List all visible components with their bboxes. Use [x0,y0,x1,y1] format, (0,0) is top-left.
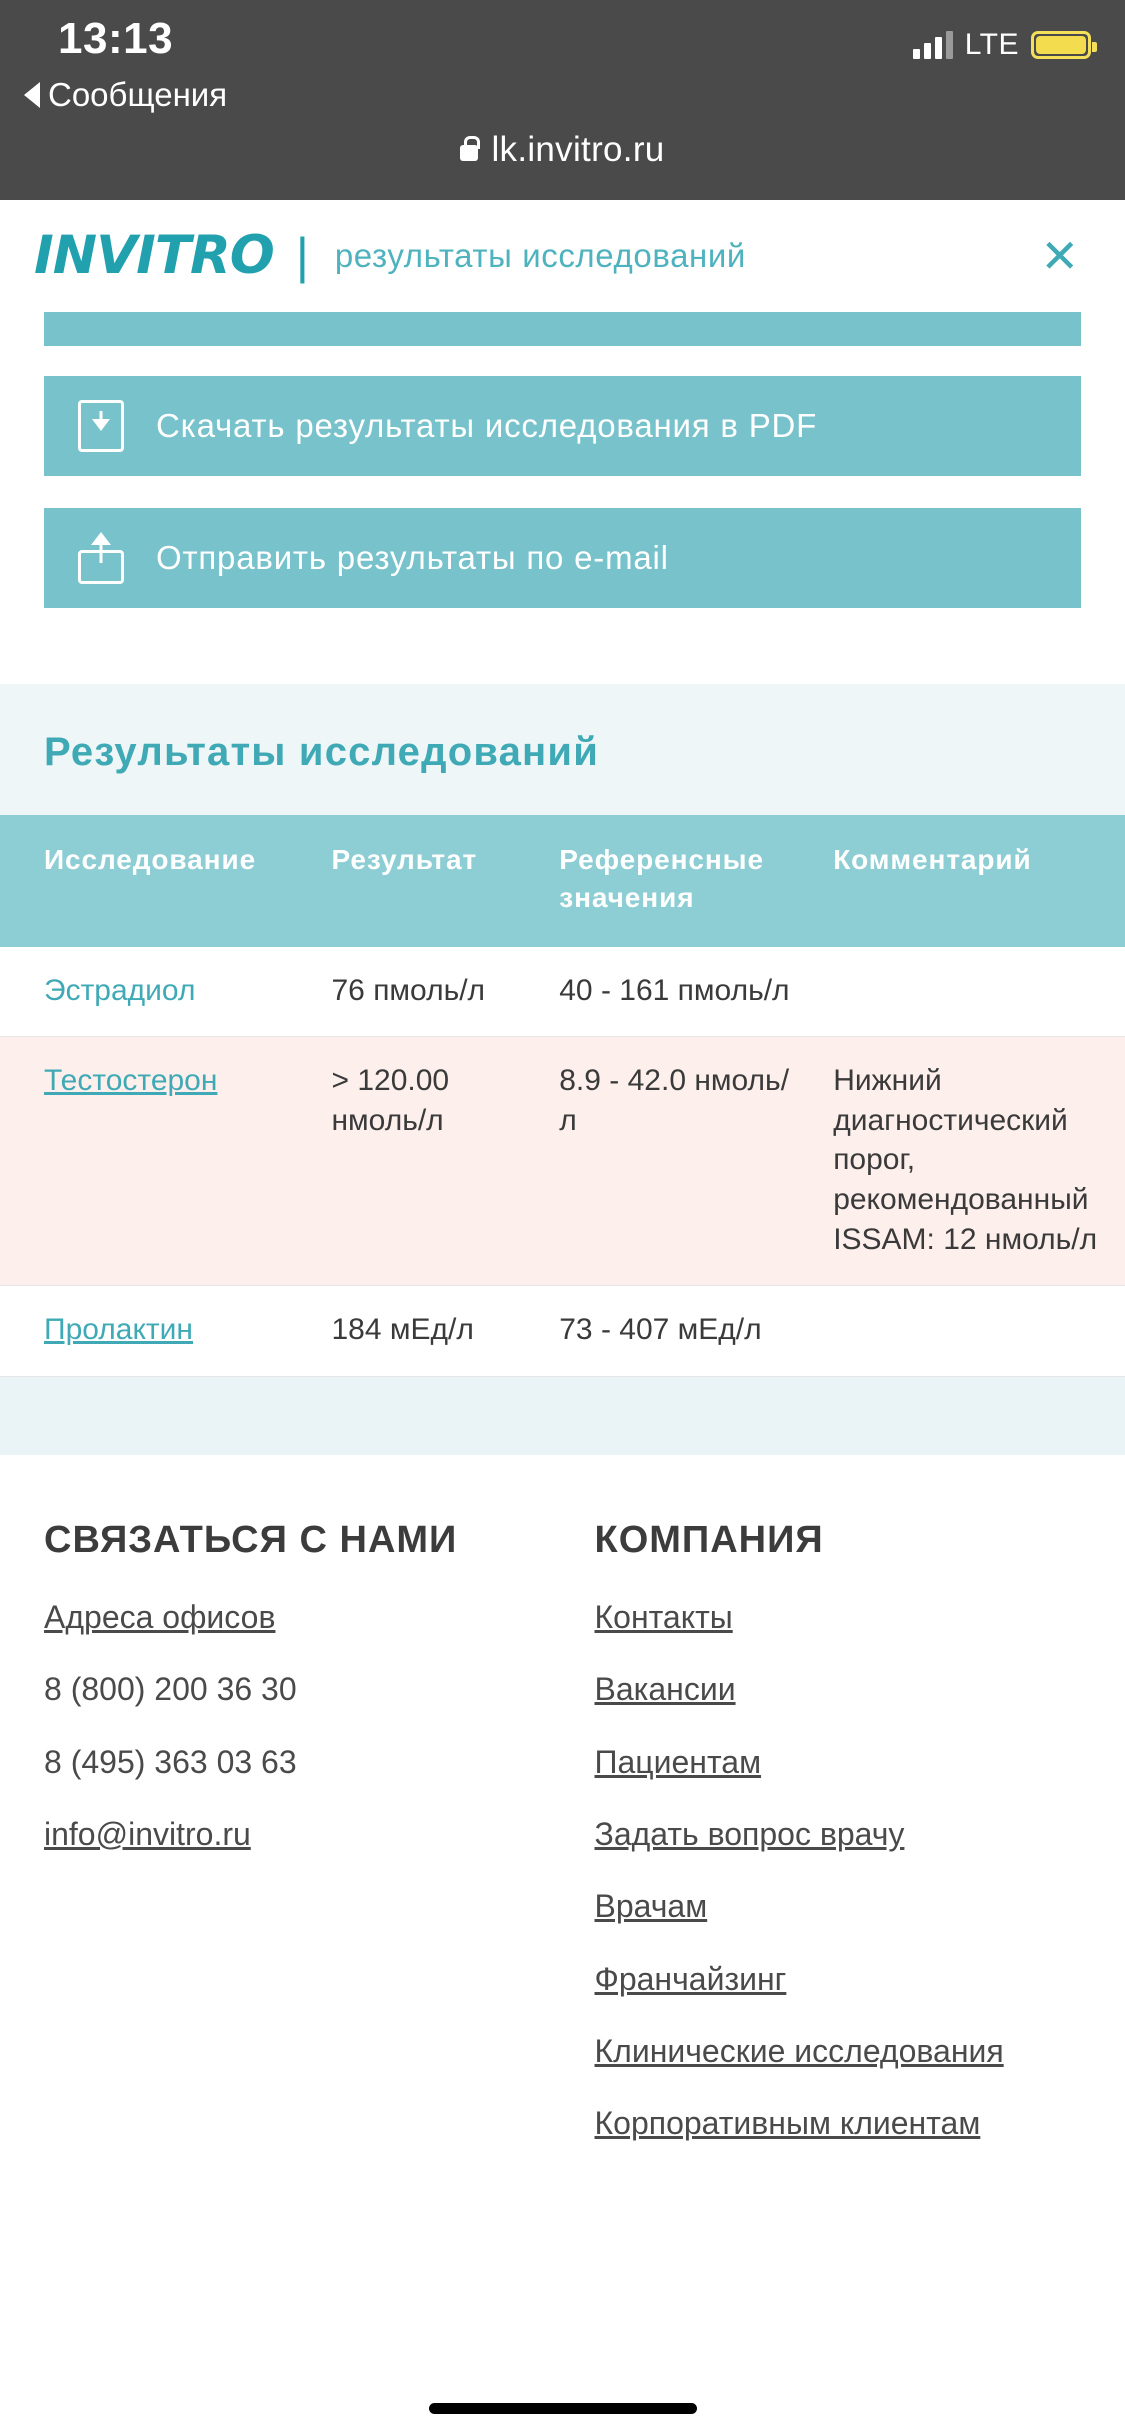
footer-heading-contact: СВЯЗАТЬСЯ С НАМИ [44,1518,458,1561]
home-indicator[interactable] [429,2403,697,2414]
footer-link-corporate-clients[interactable]: Корпоративным клиентам [594,2105,981,2142]
cell-study [0,947,315,1037]
download-pdf-button[interactable] [44,376,1081,476]
column-header-comment: Комментарий [817,815,1125,947]
results-section [0,684,1125,1377]
site-header [0,200,1125,312]
download-icon [78,400,124,452]
header-separator: | [295,227,309,284]
table-header-row [0,815,1125,947]
invitro-logo[interactable]: INVITRO [34,225,274,286]
back-label: Сообщения [48,76,228,113]
status-indicators [913,28,1091,62]
ios-status-bar [0,0,1125,124]
cell-study [0,1286,315,1377]
network-type-label: LTE [964,28,1019,61]
clipped-top-button[interactable] [44,312,1081,346]
signal-strength-icon [913,31,953,59]
cell-reference: 73 - 407 мЕд/л [543,1286,817,1377]
section-divider [0,1377,1125,1455]
browser-url-bar[interactable] [0,124,1125,200]
header-subtitle: результаты исследований [334,236,746,274]
download-pdf-label: Скачать результаты исследования в PDF [156,407,818,444]
cell-result: > 120.00 нмоль/л [315,1037,543,1286]
table-row [0,1286,1125,1377]
cell-reference: 8.9 - 42.0 нмоль/л [543,1037,817,1286]
footer-link-patients[interactable]: Пациентам [594,1743,762,1780]
column-header-result: Результат [315,815,543,947]
site-footer [0,1455,1125,2177]
cell-reference: 40 - 161 пмоль/л [543,947,817,1037]
send-email-button[interactable] [44,508,1081,608]
table-row [0,1037,1125,1286]
footer-link-offices[interactable]: Адреса офисов [44,1598,276,1635]
table-row [0,947,1125,1037]
url-text: lk.invitro.ru [491,130,665,169]
results-title: Результаты исследований [0,684,1125,815]
send-email-label: Отправить результаты по e-mail [156,539,669,576]
cell-study [0,1037,315,1286]
footer-link-contacts[interactable]: Контакты [594,1598,733,1635]
close-icon[interactable]: ✕ [1040,229,1079,282]
cell-comment: Нижний диагностический порог, рекомендованный ISSAM: 12 нмоль/л [817,1037,1125,1286]
footer-link-doctors[interactable]: Врачам [594,1888,708,1925]
lock-icon [460,145,478,161]
footer-link-clinical-research[interactable]: Клинические исследования [594,2033,1004,2070]
results-table [0,815,1125,1377]
back-caret-icon [24,82,40,108]
footer-link-vacancies[interactable]: Вакансии [594,1671,736,1708]
column-header-reference: Референсные значения [543,815,817,947]
study-name: Эстрадиол [44,973,196,1007]
footer-link-franchise[interactable]: Франчайзинг [594,1960,787,1997]
footer-link-ask-doctor[interactable]: Задать вопрос врачу [594,1815,905,1852]
cell-comment [817,1286,1125,1377]
cell-comment [817,947,1125,1037]
footer-phone-800[interactable]: 8 (800) 200 36 30 [44,1671,297,1708]
study-name-link[interactable]: Тестостерон [44,1064,218,1098]
battery-icon [1031,31,1091,59]
cell-result: 76 пмоль/л [315,947,543,1037]
study-name-link[interactable]: Пролактин [44,1313,193,1347]
share-icon [78,532,124,584]
status-time: 13:13 [58,14,174,63]
footer-link-email[interactable]: info@invitro.ru [44,1815,251,1852]
back-to-messages-button[interactable] [24,76,227,114]
column-header-study: Исследование [0,815,315,947]
footer-column-contact [44,1519,563,2177]
footer-heading-company: КОМПАНИЯ [594,1518,824,1561]
footer-phone-495[interactable]: 8 (495) 363 03 63 [44,1743,297,1780]
footer-column-company [563,1519,1082,2177]
action-buttons [0,312,1125,684]
cell-result: 184 мЕд/л [315,1286,543,1377]
